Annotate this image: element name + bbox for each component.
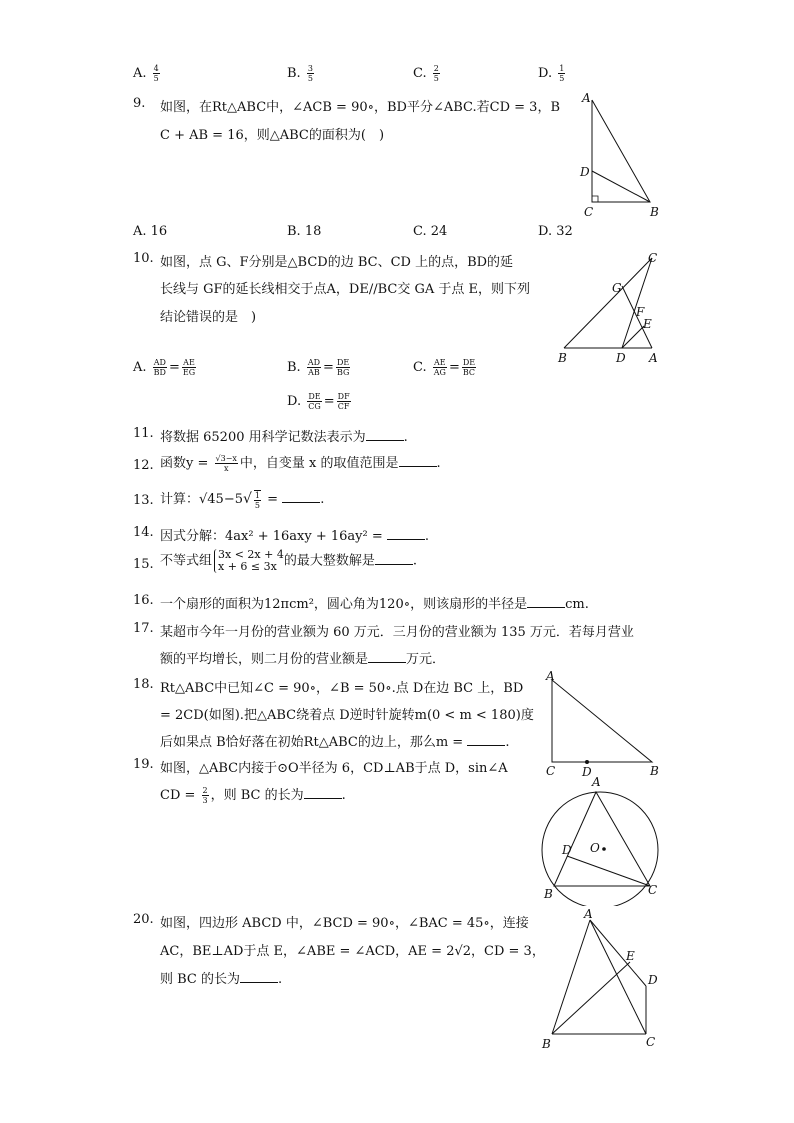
q10-option-c: C. $\frac{AE}{AG}$ = $\frac{DE}{BC}$	[413, 358, 476, 377]
q20-line1: 如图，四边形 ABCD 中，∠BCD = 90∘，∠BAC = 45∘，连接	[160, 916, 529, 931]
fraction: $\frac{2}{5}$	[433, 64, 439, 83]
label-o: O	[590, 841, 600, 855]
q9-option-d: D. 32	[538, 224, 573, 239]
q18-line3: 后如果点 B恰好落在初始Rt△ABC的边上，那么m = .	[160, 735, 510, 750]
q10-option-a: A. $\frac{AD}{BD}$ = $\frac{AE}{EG}$	[133, 358, 196, 377]
answer-blank[interactable]	[366, 430, 404, 441]
q19-number: 19.	[133, 757, 154, 772]
q10-option-d: D. $\frac{DE}{CG}$ = $\frac{DF}{CF}$	[287, 392, 350, 411]
q9-option-b: B. 18	[287, 224, 322, 239]
label-c: C	[648, 883, 658, 897]
q18-figure	[540, 668, 670, 780]
q17-line2: 额的平均增长，则二月份的营业额是 万元．	[160, 652, 446, 667]
q19-line2: CD = $\frac{2}{3}$ ，则 BC 的长为 .	[160, 786, 346, 805]
q10-line1: 如图，点 G、F分别是△BCD的边 BC、CD 上的点，BD的延	[160, 255, 514, 270]
answer-blank[interactable]	[387, 529, 425, 540]
label-g: G	[612, 281, 622, 295]
q9-line2: C + AB = 16，则△ABC的面积为( )	[160, 128, 385, 143]
q9-line1: 如图，在Rt△ABC中，∠ACB = 90∘，BD平分∠ABC.若CD = 3，B	[160, 100, 561, 115]
label-b: B	[542, 1037, 551, 1051]
q13-number: 13.	[133, 493, 154, 508]
q11-text: 将数据 65200 用科学记数法表示为 .	[160, 430, 408, 445]
q10-line3: 结论错误的是 )	[160, 310, 257, 325]
q10-number: 10.	[133, 251, 154, 266]
label-b: B	[650, 764, 659, 778]
q12-text: 函数y = $\frac{√3-x}{x}$ 中，自变量 x 的取值范围是 .	[160, 454, 441, 473]
q14-number: 14.	[133, 525, 154, 540]
answer-blank[interactable]	[399, 456, 437, 467]
label-c: C	[648, 251, 658, 265]
q15-text: 不等式组 3x < 2x + 4 x + 6 ≤ 3x 的最大整数解是 .	[160, 548, 417, 573]
q8-option-b: B. $\frac{3}{5}$	[287, 64, 313, 83]
q19-figure	[536, 772, 666, 906]
label-b: B	[558, 351, 567, 365]
label-e: E	[626, 949, 635, 963]
q8-option-a: A. $\frac{4}{5}$	[133, 64, 159, 83]
q8-option-c: C. $\frac{2}{5}$	[413, 64, 439, 83]
answer-blank[interactable]	[304, 788, 342, 799]
label-a: A	[546, 669, 555, 683]
q20-figure	[538, 906, 668, 1054]
label-a: A	[584, 907, 593, 921]
fraction: $\frac{3}{5}$	[307, 64, 313, 83]
q14-text: 因式分解：4ax² + 16axy + 16ay² = .	[160, 529, 429, 544]
label-a: A	[582, 91, 591, 105]
label-c: C	[646, 1035, 656, 1049]
label-a: A	[649, 351, 658, 365]
label-d: D	[562, 843, 572, 857]
fraction: $\frac{4}{5}$	[153, 64, 159, 83]
q18-line1: Rt△ABC中已知∠C = 90∘，∠B = 50∘.点 D在边 BC 上，BD	[160, 681, 524, 696]
q19-line1: 如图，△ABC内接于⊙O半径为 6，CD⊥AB于点 D，sin∠A	[160, 761, 508, 776]
q9-figure	[570, 88, 670, 220]
answer-blank[interactable]	[240, 972, 278, 983]
answer-blank[interactable]	[368, 652, 406, 663]
q16-text: 一个扇形的面积为12πcm²，圆心角为120∘，则该扇形的半径是 cm.	[160, 597, 589, 612]
q15-number: 15.	[133, 557, 154, 572]
label-d: D	[648, 973, 658, 987]
q10-option-b: B. $\frac{AD}{AB}$ = $\frac{DE}{BG}$	[287, 358, 350, 377]
q10-line2: 长线与 GF的延长线相交于点A，DE//BC交 GA 于点 E，则下列	[160, 282, 530, 297]
q16-number: 16.	[133, 593, 154, 608]
fraction: $\frac{1}{5}$	[559, 64, 565, 83]
label-c: C	[546, 764, 556, 778]
q12-number: 12.	[133, 458, 154, 473]
label-e: E	[643, 317, 652, 331]
q17-number: 17.	[133, 621, 154, 636]
label-c: C	[584, 205, 594, 219]
q9-option-a: A. 16	[133, 224, 168, 239]
q18-line2: = 2CD(如图).把△ABC绕着点 D逆时针旋转m(0 < m < 180)度	[160, 708, 534, 723]
q13-text: 计算：√45−5√ $\frac{1}{5}$ = .	[160, 490, 325, 510]
q11-number: 11.	[133, 426, 154, 441]
q18-number: 18.	[133, 677, 154, 692]
q20-line2: AC，BE⊥AD于点 E，∠ABE = ∠ACD，AE = 2√2，CD = 3，	[160, 944, 545, 959]
answer-blank[interactable]	[467, 735, 505, 746]
q20-line3: 则 BC 的长为 .	[160, 972, 283, 987]
q10-figure	[552, 248, 672, 366]
q9-option-c: C. 24	[413, 224, 448, 239]
answer-blank[interactable]	[527, 597, 565, 608]
label-d: D	[580, 165, 590, 179]
answer-blank[interactable]	[282, 492, 320, 503]
q20-number: 20.	[133, 912, 154, 927]
label-a: A	[592, 775, 601, 789]
q8-option-d: D. $\frac{1}{5}$	[538, 64, 565, 83]
q17-line1: 某超市今年一月份的营业额为 60 万元．三月份的营业额为 135 万元．若每月营业	[160, 625, 634, 640]
label-b: B	[544, 887, 553, 901]
answer-blank[interactable]	[375, 554, 413, 565]
label-b: B	[650, 205, 659, 219]
label-f: F	[636, 305, 645, 319]
label-d: D	[616, 351, 626, 365]
inequality-system: 3x < 2x + 4 x + 6 ≤ 3x	[214, 549, 284, 573]
label-d: D	[582, 765, 592, 779]
q9-number: 9.	[133, 96, 146, 111]
